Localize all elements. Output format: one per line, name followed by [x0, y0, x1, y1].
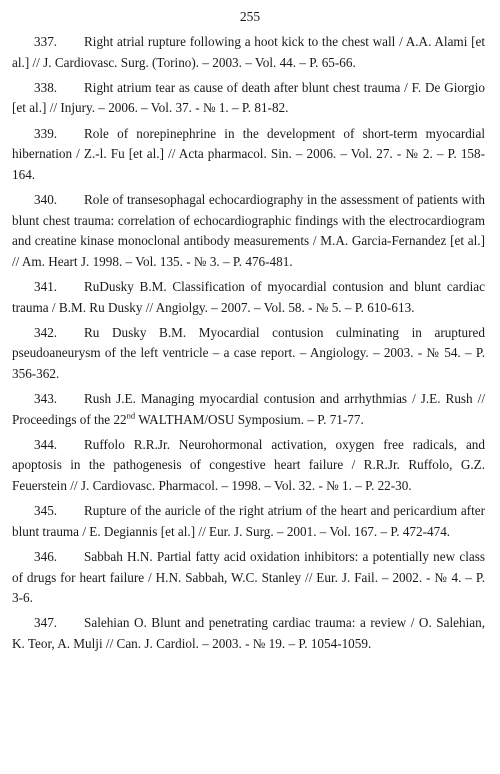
reference-item [12, 389, 485, 430]
reference-text: Ruffolo R.R.Jr. Neurohormonal activation, oxygen free radicals, and apoptosis in the pathogenesis of congestive heart failure / R.R.Jr. Ruffolo, G.Z. Feuerstein // J. Cardiovasc. Pharmacol. – 1998. – Vol. 32. - № 1. – P. 22-30. [12, 436, 485, 494]
reference-number: 345. [34, 503, 58, 519]
ordinal-superscript: nd [126, 410, 136, 421]
reference-item [12, 323, 485, 385]
reference-number: 339. [34, 125, 58, 141]
reference-text: Sabbah H.N. Partial fatty acid oxidation inhibitors: a potentially new class of drugs for heart failure / H.N. Sabbah, W.C. Stanley // Eur. J. Fail. – 2002. - № 4. – P. 3-6. [12, 549, 485, 606]
page-number: 255 [239, 9, 261, 24]
reference-number: 344. [34, 436, 58, 452]
reference-text: Role of norepinephrine in the development of short-term myocardial hibernation / Z.-l. Fu [et al.] // Acta pharmacol. Sin. – 2006. – Vol. 27. - № 2. – P. 158-164. [12, 125, 485, 182]
reference-text: WALTHAM/OSU Symposium. – P. 71-77. [135, 411, 364, 427]
reference-item [12, 78, 485, 119]
reference-text: Rupture of the auricle of the right atrium of the heart and pericardium after blunt trauma / E. Degiannis [et al.] // Eur. J. Surg. – 2001. – Vol. 167. – P. 472-474. [12, 503, 485, 539]
reference-text: RuDusky B.M. Classification of myocardial contusion and blunt cardiac trauma / B.M. Ru Dusky // Angiolgy. – 2007. – Vol. 58. - № 5. – P. 610-613. [12, 278, 485, 315]
reference-list [12, 32, 485, 659]
reference-text: Ru Dusky B.M. Myocardial contusion culminating in aruptured pseudoaneurysm of the left ventricle – a case report. – Angiology. – 2003. - № 54. – P. 356-362. [12, 324, 485, 381]
reference-text: Role of transesophagal echocardiography in the assessment of patients with blunt chest trauma: correlation of echocardiographic findings with the electrocardiogram and creatine kinase monoclonal antibody measurements / M.A. Garcia-Fernandez [et al.] // Am. Heart J. 1998. – Vol. 135. - № 3. – P. 476-481. [12, 191, 485, 269]
reference-text: Right atrium tear as cause of death after blunt chest trauma / F. De Giorgio [et al.] // Injury. – 2006. – Vol. 37. - № 1. – P. 81-82. [12, 79, 485, 116]
reference-number: 341. [34, 278, 58, 294]
reference-text: Rush J.E. Managing myocardial contusion and arrhythmias / J.E. Rush // Proceedings of the 22 [12, 391, 485, 427]
reference-number: 337. [34, 34, 58, 49]
reference-item [12, 277, 485, 318]
reference-item [12, 547, 485, 609]
reference-item [12, 613, 485, 654]
reference-text: Right atrial rupture following a hoot kick to the chest wall / A.A. Alami [et al.] // J. Cardiovasc. Surg. (Torino). – 2003. – Vol. 44. – P. 65-66. [12, 34, 485, 70]
reference-number: 338. [34, 79, 58, 95]
reference-item [12, 435, 485, 497]
reference-text: Salehian O. Blunt and penetrating cardiac trauma: a review / O. Salehian, K. Teor, A. Mulji // Can. J. Cardiol. – 2003. - № 19. – P. 1054-1059. [12, 615, 485, 651]
reference-number: 347. [34, 615, 58, 631]
reference-number: 340. [34, 191, 58, 207]
reference-item [12, 32, 485, 73]
reference-item [12, 124, 485, 186]
reference-item [12, 190, 485, 272]
reference-number: 342. [34, 324, 58, 340]
reference-number: 346. [34, 549, 58, 564]
reference-number: 343. [34, 391, 58, 407]
reference-item [12, 501, 485, 542]
